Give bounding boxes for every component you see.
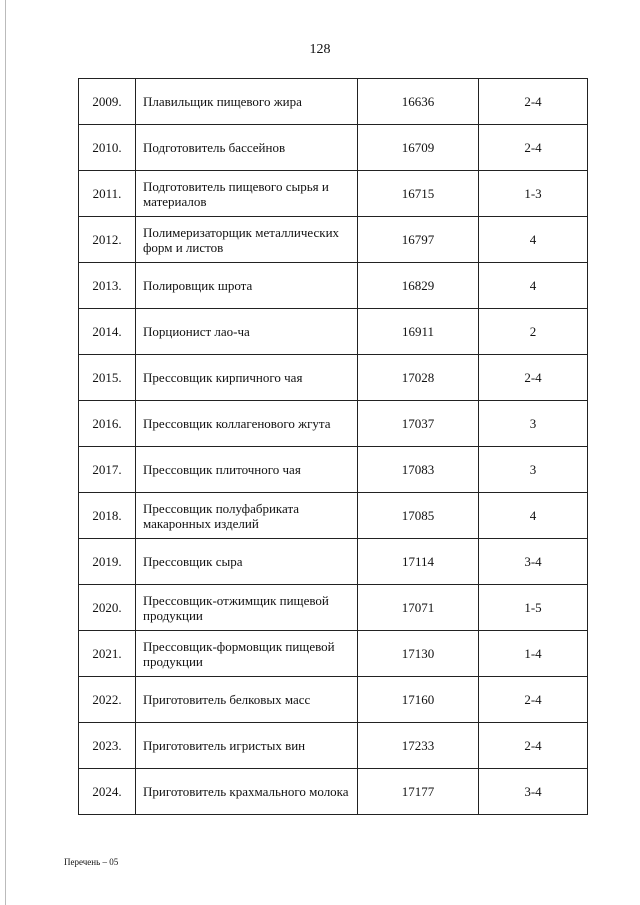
- occupation-name-cell: Прессовщик кирпичного чая: [136, 355, 358, 401]
- occupation-name-cell: Подготовитель бассейнов: [136, 125, 358, 171]
- occupation-name-cell: Приготовитель крахмального молока: [136, 769, 358, 815]
- occupation-code-cell: 17177: [358, 769, 479, 815]
- table-row: [79, 171, 588, 217]
- grade-range-cell: 3: [479, 401, 588, 447]
- table-row: [79, 125, 588, 171]
- occupation-code-cell: 17037: [358, 401, 479, 447]
- row-number-cell: 2009.: [79, 79, 136, 125]
- occupation-name-cell: Прессовщик-формовщик пищевой продукции: [136, 631, 358, 677]
- grade-range-cell: 1-4: [479, 631, 588, 677]
- grade-range-cell: 2-4: [479, 125, 588, 171]
- table-row: [79, 309, 588, 355]
- grade-range-cell: 3: [479, 447, 588, 493]
- row-number-cell: 2024.: [79, 769, 136, 815]
- table-row: [79, 447, 588, 493]
- row-number-cell: 2012.: [79, 217, 136, 263]
- grade-range-cell: 1-5: [479, 585, 588, 631]
- occupation-name-cell: Прессовщик плиточного чая: [136, 447, 358, 493]
- occupation-name-cell: Плавильщик пищевого жира: [136, 79, 358, 125]
- row-number-cell: 2016.: [79, 401, 136, 447]
- occupations-table: [78, 78, 588, 815]
- occupation-code-cell: 17114: [358, 539, 479, 585]
- grade-range-cell: 4: [479, 263, 588, 309]
- scan-edge-line: [5, 0, 6, 905]
- table-row: [79, 217, 588, 263]
- grade-range-cell: 2-4: [479, 723, 588, 769]
- occupation-code-cell: 16829: [358, 263, 479, 309]
- document-footer: Перечень – 05: [64, 857, 119, 867]
- table-row: [79, 769, 588, 815]
- table-body: [79, 79, 588, 815]
- row-number-cell: 2014.: [79, 309, 136, 355]
- page-number: 128: [309, 42, 331, 57]
- row-number-cell: 2023.: [79, 723, 136, 769]
- grade-range-cell: 2: [479, 309, 588, 355]
- occupation-code-cell: 17160: [358, 677, 479, 723]
- row-number-cell: 2011.: [79, 171, 136, 217]
- table-row: [79, 585, 588, 631]
- row-number-cell: 2020.: [79, 585, 136, 631]
- occupation-name-cell: Прессовщик полуфабриката макаронных изделий: [136, 493, 358, 539]
- occupation-code-cell: 16636: [358, 79, 479, 125]
- occupation-name-cell: Прессовщик коллагенового жгута: [136, 401, 358, 447]
- grade-range-cell: 4: [479, 493, 588, 539]
- occupation-code-cell: 16715: [358, 171, 479, 217]
- grade-range-cell: 1-3: [479, 171, 588, 217]
- grade-range-cell: 2-4: [479, 355, 588, 401]
- row-number-cell: 2022.: [79, 677, 136, 723]
- table-row: [79, 355, 588, 401]
- row-number-cell: 2010.: [79, 125, 136, 171]
- occupation-name-cell: Приготовитель белковых масс: [136, 677, 358, 723]
- occupation-name-cell: Порционист лао-ча: [136, 309, 358, 355]
- grade-range-cell: 3-4: [479, 539, 588, 585]
- occupation-code-cell: 16709: [358, 125, 479, 171]
- grade-range-cell: 3-4: [479, 769, 588, 815]
- occupation-code-cell: 17085: [358, 493, 479, 539]
- occupation-code-cell: 17071: [358, 585, 479, 631]
- occupation-name-cell: Полимеризаторщик металлических форм и листов: [136, 217, 358, 263]
- occupation-code-cell: 16797: [358, 217, 479, 263]
- occupation-code-cell: 17083: [358, 447, 479, 493]
- occupation-name-cell: Подготовитель пищевого сырья и материалов: [136, 171, 358, 217]
- table-row: [79, 539, 588, 585]
- occupation-code-cell: 17233: [358, 723, 479, 769]
- table-row: [79, 401, 588, 447]
- occupation-code-cell: 16911: [358, 309, 479, 355]
- table-row: [79, 677, 588, 723]
- table-row: [79, 263, 588, 309]
- occupation-name-cell: Приготовитель игристых вин: [136, 723, 358, 769]
- table-row: [79, 493, 588, 539]
- grade-range-cell: 2-4: [479, 79, 588, 125]
- row-number-cell: 2018.: [79, 493, 136, 539]
- row-number-cell: 2013.: [79, 263, 136, 309]
- row-number-cell: 2019.: [79, 539, 136, 585]
- row-number-cell: 2015.: [79, 355, 136, 401]
- occupation-code-cell: 17028: [358, 355, 479, 401]
- grade-range-cell: 4: [479, 217, 588, 263]
- row-number-cell: 2017.: [79, 447, 136, 493]
- occupation-name-cell: Полировщик шрота: [136, 263, 358, 309]
- table-row: [79, 723, 588, 769]
- row-number-cell: 2021.: [79, 631, 136, 677]
- grade-range-cell: 2-4: [479, 677, 588, 723]
- occupation-code-cell: 17130: [358, 631, 479, 677]
- occupation-name-cell: Прессовщик сыра: [136, 539, 358, 585]
- table-row: [79, 631, 588, 677]
- table-row: [79, 79, 588, 125]
- occupation-name-cell: Прессовщик-отжимщик пищевой продукции: [136, 585, 358, 631]
